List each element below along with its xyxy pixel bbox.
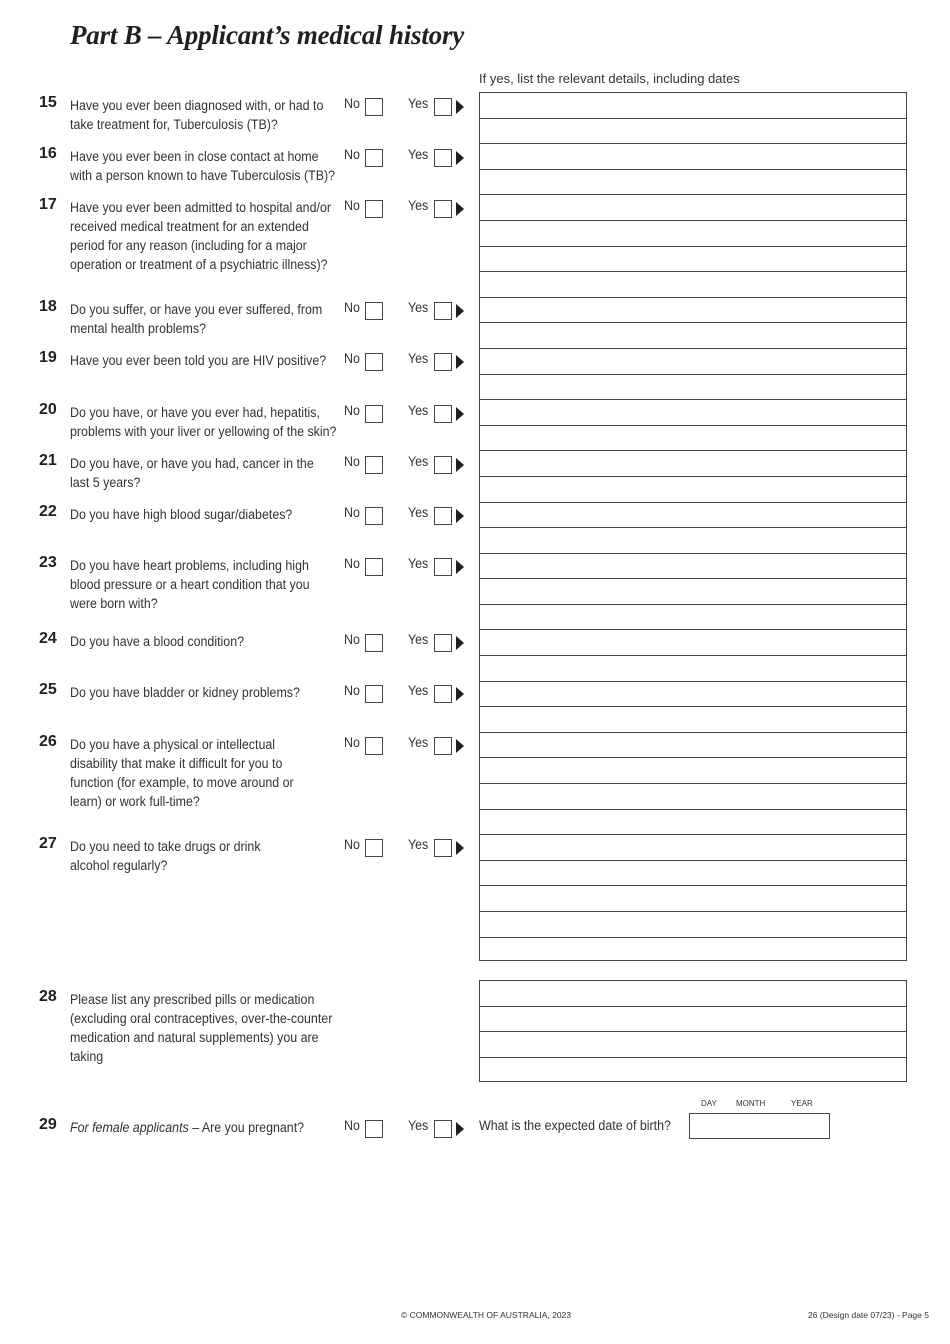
details-line[interactable] — [480, 144, 906, 169]
yes-label: Yes — [408, 837, 429, 852]
no-label: No — [344, 300, 360, 315]
yes-checkbox[interactable] — [434, 1120, 452, 1138]
yes-checkbox[interactable] — [434, 456, 452, 474]
question-number: 22 — [39, 503, 57, 520]
details-line[interactable] — [480, 938, 906, 964]
details-line[interactable] — [480, 119, 906, 144]
details-line[interactable] — [480, 579, 906, 604]
question-number: 25 — [39, 681, 57, 698]
details-line[interactable] — [480, 170, 906, 195]
no-checkbox[interactable] — [365, 685, 383, 703]
question-text: Have you ever been admitted to hospital and/or received medical treatment for an extended period for any reason (including for a major operation or treatment of a psychiatric illness)? — [70, 200, 331, 272]
year-label: YEAR — [791, 1099, 813, 1108]
details-line[interactable] — [480, 426, 906, 451]
expected-date-input[interactable] — [690, 1114, 829, 1138]
details-line[interactable] — [480, 528, 906, 553]
question-number: 27 — [39, 835, 57, 852]
page-title: Part B – Applicant’s medical history — [70, 20, 465, 50]
question-text: Have you ever been diagnosed with, or had to take treatment for, Tuberculosis (TB)? — [70, 98, 324, 132]
yes-checkbox[interactable] — [434, 634, 452, 652]
yes-label: Yes — [408, 556, 429, 571]
no-checkbox[interactable] — [365, 507, 383, 525]
question-number: 15 — [39, 94, 57, 111]
question-text: Do you have bladder or kidney problems? — [70, 685, 300, 700]
medication-line[interactable] — [480, 1007, 906, 1032]
details-column-header: If yes, list the relevant details, including dates — [479, 71, 740, 86]
details-line[interactable] — [480, 195, 906, 220]
details-line[interactable] — [480, 503, 906, 528]
yes-label: Yes — [408, 735, 429, 750]
footer-copyright: © COMMONWEALTH OF AUSTRALIA, 2023 — [401, 1310, 571, 1320]
question-text: Do you have high blood sugar/diabetes? — [70, 507, 293, 522]
yes-checkbox[interactable] — [434, 737, 452, 755]
no-label: No — [344, 351, 360, 366]
yes-checkbox[interactable] — [434, 302, 452, 320]
yes-checkbox[interactable] — [434, 353, 452, 371]
no-label: No — [344, 556, 360, 571]
details-line[interactable] — [480, 477, 906, 502]
question-number: 26 — [39, 733, 57, 750]
question-number: 23 — [39, 554, 57, 571]
yes-label: Yes — [408, 683, 429, 698]
no-label: No — [344, 454, 360, 469]
medication-line[interactable] — [480, 1058, 906, 1084]
details-line[interactable] — [480, 656, 906, 681]
arrow-right-icon — [456, 687, 464, 701]
arrow-right-icon — [456, 1122, 464, 1136]
yes-checkbox[interactable] — [434, 839, 452, 857]
no-label: No — [344, 632, 360, 647]
no-label: No — [344, 505, 360, 520]
question-number: 21 — [39, 452, 57, 469]
no-checkbox[interactable] — [365, 405, 383, 423]
details-line[interactable] — [480, 630, 906, 655]
yes-label: Yes — [408, 351, 429, 366]
details-line[interactable] — [480, 451, 906, 476]
yes-label: Yes — [408, 403, 429, 418]
no-checkbox[interactable] — [365, 302, 383, 320]
details-line[interactable] — [480, 810, 906, 835]
arrow-right-icon — [456, 202, 464, 216]
expected-date-label: What is the expected date of birth? — [479, 1118, 671, 1133]
question-text: Do you need to take drugs or drink alcohol regularly? — [70, 839, 261, 873]
medication-line[interactable] — [480, 1032, 906, 1057]
no-checkbox[interactable] — [365, 149, 383, 167]
no-checkbox[interactable] — [365, 634, 383, 652]
yes-label: Yes — [408, 1118, 429, 1133]
arrow-right-icon — [456, 100, 464, 114]
question-number: 16 — [39, 145, 57, 162]
yes-checkbox[interactable] — [434, 149, 452, 167]
arrow-right-icon — [456, 458, 464, 472]
arrow-right-icon — [456, 407, 464, 421]
details-line[interactable] — [480, 247, 906, 272]
yes-label: Yes — [408, 198, 429, 213]
no-checkbox[interactable] — [365, 839, 383, 857]
details-line[interactable] — [480, 886, 906, 911]
no-checkbox[interactable] — [365, 737, 383, 755]
yes-label: Yes — [408, 147, 429, 162]
details-line[interactable] — [480, 605, 906, 630]
no-checkbox[interactable] — [365, 98, 383, 116]
no-checkbox[interactable] — [365, 1120, 383, 1138]
medication-line[interactable] — [480, 981, 906, 1006]
arrow-right-icon — [456, 841, 464, 855]
yes-checkbox[interactable] — [434, 685, 452, 703]
yes-label: Yes — [408, 300, 429, 315]
question-text: Please list any prescribed pills or medication (excluding oral contraceptives, over-the-counter medication and natural supplements) you are taking — [70, 992, 333, 1064]
question-text-rest: – Are you pregnant? — [188, 1120, 305, 1135]
footer-page-info: 26 (Design date 07/23) - Page 5 — [808, 1310, 929, 1320]
no-checkbox[interactable] — [365, 558, 383, 576]
question-text: Do you have, or have you had, cancer in the last 5 years? — [70, 456, 314, 490]
no-label: No — [344, 147, 360, 162]
question-number: 18 — [39, 298, 57, 315]
arrow-right-icon — [456, 509, 464, 523]
question-number: 29 — [39, 1116, 57, 1133]
details-line[interactable] — [480, 733, 906, 758]
question-text: Have you ever been told you are HIV positive? — [70, 353, 327, 368]
arrow-right-icon — [456, 636, 464, 650]
no-label: No — [344, 837, 360, 852]
details-line[interactable] — [480, 784, 906, 809]
details-line[interactable] — [480, 93, 906, 118]
question-text: Do you have heart problems, including high blood pressure or a heart condition that you were born with? — [70, 558, 310, 611]
yes-checkbox[interactable] — [434, 405, 452, 423]
question-text: Have you ever been in close contact at home with a person known to have Tuberculosis (TB)? — [70, 149, 336, 183]
yes-checkbox[interactable] — [434, 200, 452, 218]
question-text — [70, 1118, 355, 1137]
expected-date-field-box — [689, 1113, 830, 1139]
details-line[interactable] — [480, 221, 906, 246]
yes-checkbox[interactable] — [434, 98, 452, 116]
no-checkbox[interactable] — [365, 353, 383, 371]
yes-checkbox[interactable] — [434, 507, 452, 525]
arrow-right-icon — [456, 739, 464, 753]
no-label: No — [344, 1118, 360, 1133]
no-label: No — [344, 96, 360, 111]
no-checkbox[interactable] — [365, 456, 383, 474]
no-label: No — [344, 683, 360, 698]
question-number: 20 — [39, 401, 57, 418]
question-text: Do you have a blood condition? — [70, 634, 245, 649]
details-line[interactable] — [480, 707, 906, 732]
question-text: Do you have, or have you ever had, hepatitis, problems with your liver or yellowing of the skin? — [70, 405, 337, 439]
details-line[interactable] — [480, 554, 906, 579]
yes-label: Yes — [408, 454, 429, 469]
month-label: MONTH — [736, 1099, 766, 1108]
arrow-right-icon — [456, 151, 464, 165]
yes-label: Yes — [408, 505, 429, 520]
details-line[interactable] — [480, 861, 906, 886]
question-number: 17 — [39, 196, 57, 213]
details-line[interactable] — [480, 298, 906, 323]
no-label: No — [344, 198, 360, 213]
question-number: 28 — [39, 988, 57, 1005]
question-text: Do you suffer, or have you ever suffered, from mental health problems? — [70, 302, 323, 336]
question-number: 19 — [39, 349, 57, 366]
question-text-italic: For female applicants — [70, 1120, 189, 1135]
details-line[interactable] — [480, 835, 906, 860]
arrow-right-icon — [456, 560, 464, 574]
details-line[interactable] — [480, 375, 906, 400]
no-checkbox[interactable] — [365, 200, 383, 218]
details-line[interactable] — [480, 349, 906, 374]
question-text: Do you have a physical or intellectual disability that make it difficult for you to function (for example, to move around or learn) or work full-time? — [70, 737, 294, 809]
medication-lines — [479, 980, 907, 1082]
details-line[interactable] — [480, 323, 906, 348]
yes-label: Yes — [408, 632, 429, 647]
yes-label: Yes — [408, 96, 429, 111]
details-line[interactable] — [480, 272, 906, 297]
no-label: No — [344, 403, 360, 418]
details-line[interactable] — [480, 758, 906, 783]
arrow-right-icon — [456, 304, 464, 318]
arrow-right-icon — [456, 355, 464, 369]
details-lines — [479, 92, 907, 961]
details-line[interactable] — [480, 912, 906, 937]
details-line[interactable] — [480, 682, 906, 707]
no-label: No — [344, 735, 360, 750]
question-number: 24 — [39, 630, 57, 647]
yes-checkbox[interactable] — [434, 558, 452, 576]
day-label: DAY — [701, 1099, 717, 1108]
details-line[interactable] — [480, 400, 906, 425]
